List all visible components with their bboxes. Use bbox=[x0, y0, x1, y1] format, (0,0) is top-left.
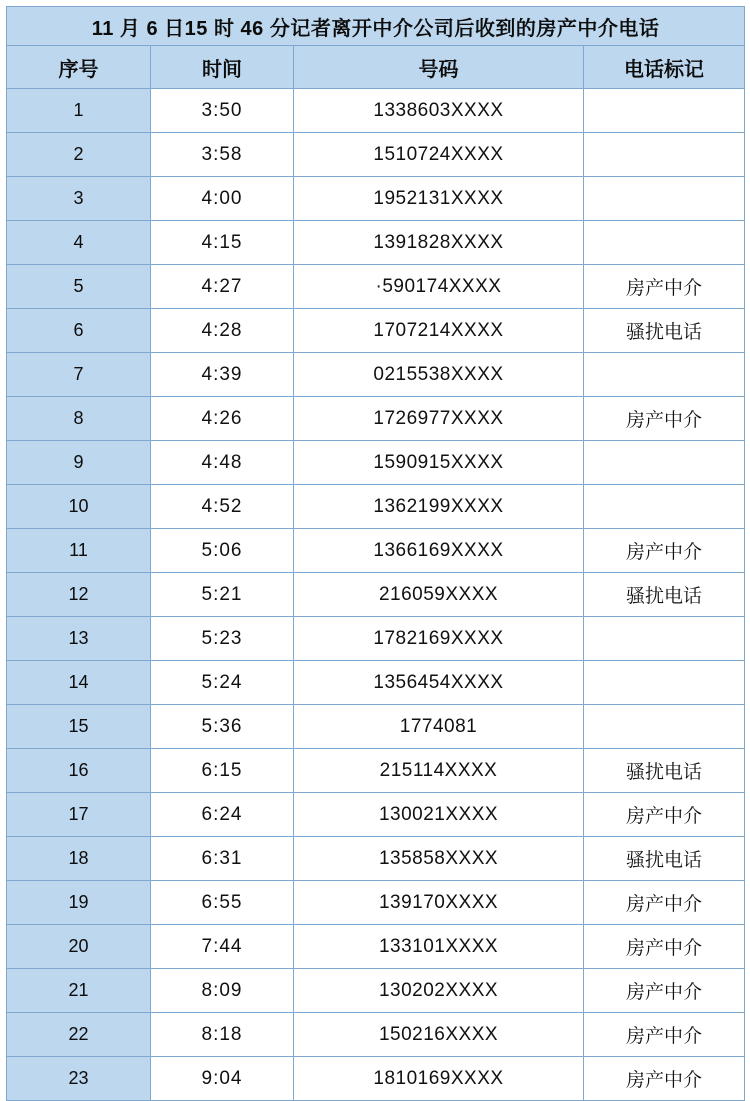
cell-time: 8:09 bbox=[151, 969, 294, 1013]
cell-number: 0215538XXXX bbox=[294, 353, 584, 397]
table-row bbox=[7, 837, 745, 881]
cell-index: 9 bbox=[7, 441, 151, 485]
cell-index: 23 bbox=[7, 1057, 151, 1101]
cell-number: 1362199XXXX bbox=[294, 485, 584, 529]
cell-tag: 房产中介 bbox=[584, 1057, 745, 1101]
cell-time: 5:21 bbox=[151, 573, 294, 617]
cell-number: 130021XXXX bbox=[294, 793, 584, 837]
cell-index: 17 bbox=[7, 793, 151, 837]
cell-index: 10 bbox=[7, 485, 151, 529]
table-row bbox=[7, 749, 745, 793]
table-row bbox=[7, 133, 745, 177]
cell-time: 5:36 bbox=[151, 705, 294, 749]
cell-time: 7:44 bbox=[151, 925, 294, 969]
cell-tag bbox=[584, 89, 745, 133]
cell-index: 12 bbox=[7, 573, 151, 617]
cell-index: 4 bbox=[7, 221, 151, 265]
cell-index: 6 bbox=[7, 309, 151, 353]
cell-tag bbox=[584, 485, 745, 529]
cell-tag: 骚扰电话 bbox=[584, 309, 745, 353]
cell-tag: 骚扰电话 bbox=[584, 837, 745, 881]
table-row bbox=[7, 441, 745, 485]
table-title-row bbox=[7, 7, 745, 46]
cell-time: 4:28 bbox=[151, 309, 294, 353]
cell-number: 1510724XXXX bbox=[294, 133, 584, 177]
table-row bbox=[7, 177, 745, 221]
phone-call-table bbox=[6, 6, 745, 1101]
column-header-index: 序号 bbox=[7, 46, 151, 89]
cell-index: 18 bbox=[7, 837, 151, 881]
cell-number: 1952131XXXX bbox=[294, 177, 584, 221]
cell-index: 20 bbox=[7, 925, 151, 969]
cell-tag bbox=[584, 705, 745, 749]
table-row bbox=[7, 661, 745, 705]
table-body bbox=[7, 89, 745, 1101]
cell-tag: 骚扰电话 bbox=[584, 749, 745, 793]
cell-number: 1782169XXXX bbox=[294, 617, 584, 661]
cell-time: 9:04 bbox=[151, 1057, 294, 1101]
cell-number: 133101XXXX bbox=[294, 925, 584, 969]
cell-tag: 房产中介 bbox=[584, 529, 745, 573]
cell-index: 3 bbox=[7, 177, 151, 221]
cell-tag bbox=[584, 353, 745, 397]
cell-tag: 房产中介 bbox=[584, 793, 745, 837]
cell-tag bbox=[584, 617, 745, 661]
table-row bbox=[7, 617, 745, 661]
cell-number: 139170XXXX bbox=[294, 881, 584, 925]
cell-number: 1810169XXXX bbox=[294, 1057, 584, 1101]
cell-tag bbox=[584, 661, 745, 705]
cell-number: 1707214XXXX bbox=[294, 309, 584, 353]
table-title: 11 月 6 日15 时 46 分记者离开中介公司后收到的房产中介电话 bbox=[7, 7, 745, 46]
cell-time: 4:52 bbox=[151, 485, 294, 529]
cell-tag: 房产中介 bbox=[584, 881, 745, 925]
cell-tag bbox=[584, 133, 745, 177]
column-header-tag: 电话标记 bbox=[584, 46, 745, 89]
cell-number: 150216XXXX bbox=[294, 1013, 584, 1057]
table-row bbox=[7, 881, 745, 925]
cell-number: 1338603XXXX bbox=[294, 89, 584, 133]
cell-index: 8 bbox=[7, 397, 151, 441]
cell-index: 22 bbox=[7, 1013, 151, 1057]
cell-time: 6:24 bbox=[151, 793, 294, 837]
table-row bbox=[7, 1013, 745, 1057]
table-row bbox=[7, 793, 745, 837]
cell-number: 1356454XXXX bbox=[294, 661, 584, 705]
table-row bbox=[7, 221, 745, 265]
cell-tag: 房产中介 bbox=[584, 925, 745, 969]
cell-time: 5:24 bbox=[151, 661, 294, 705]
cell-index: 16 bbox=[7, 749, 151, 793]
cell-index: 14 bbox=[7, 661, 151, 705]
cell-time: 6:55 bbox=[151, 881, 294, 925]
cell-tag: 骚扰电话 bbox=[584, 573, 745, 617]
cell-tag bbox=[584, 441, 745, 485]
table-header-row bbox=[7, 46, 745, 89]
table-row bbox=[7, 925, 745, 969]
cell-index: 5 bbox=[7, 265, 151, 309]
cell-index: 15 bbox=[7, 705, 151, 749]
table-row bbox=[7, 485, 745, 529]
cell-tag: 房产中介 bbox=[584, 969, 745, 1013]
cell-time: 3:58 bbox=[151, 133, 294, 177]
cell-time: 3:50 bbox=[151, 89, 294, 133]
cell-time: 4:39 bbox=[151, 353, 294, 397]
table-row bbox=[7, 89, 745, 133]
table-row bbox=[7, 309, 745, 353]
cell-index: 11 bbox=[7, 529, 151, 573]
cell-number: 1726977XXXX bbox=[294, 397, 584, 441]
table-row bbox=[7, 573, 745, 617]
cell-tag bbox=[584, 221, 745, 265]
table-row bbox=[7, 265, 745, 309]
column-header-number: 号码 bbox=[294, 46, 584, 89]
column-header-time: 时间 bbox=[151, 46, 294, 89]
cell-time: 6:15 bbox=[151, 749, 294, 793]
table-row bbox=[7, 353, 745, 397]
cell-number: 216059XXXX bbox=[294, 573, 584, 617]
cell-number: 135858XXXX bbox=[294, 837, 584, 881]
cell-index: 13 bbox=[7, 617, 151, 661]
cell-number: 215114XXXX bbox=[294, 749, 584, 793]
cell-tag bbox=[584, 177, 745, 221]
cell-time: 4:48 bbox=[151, 441, 294, 485]
table-row bbox=[7, 705, 745, 749]
cell-number: 1774081 bbox=[294, 705, 584, 749]
cell-time: 4:26 bbox=[151, 397, 294, 441]
cell-time: 4:27 bbox=[151, 265, 294, 309]
cell-time: 5:23 bbox=[151, 617, 294, 661]
cell-number: 1590915XXXX bbox=[294, 441, 584, 485]
table-row bbox=[7, 397, 745, 441]
cell-number: 130202XXXX bbox=[294, 969, 584, 1013]
cell-tag: 房产中介 bbox=[584, 1013, 745, 1057]
cell-number: ·590174XXXX bbox=[294, 265, 584, 309]
cell-tag: 房产中介 bbox=[584, 265, 745, 309]
cell-time: 4:15 bbox=[151, 221, 294, 265]
cell-number: 1366169XXXX bbox=[294, 529, 584, 573]
cell-time: 8:18 bbox=[151, 1013, 294, 1057]
table-row bbox=[7, 969, 745, 1013]
cell-index: 21 bbox=[7, 969, 151, 1013]
cell-index: 1 bbox=[7, 89, 151, 133]
cell-time: 4:00 bbox=[151, 177, 294, 221]
table-row bbox=[7, 529, 745, 573]
cell-index: 7 bbox=[7, 353, 151, 397]
cell-index: 19 bbox=[7, 881, 151, 925]
table-row bbox=[7, 1057, 745, 1101]
cell-time: 6:31 bbox=[151, 837, 294, 881]
cell-tag: 房产中介 bbox=[584, 397, 745, 441]
cell-index: 2 bbox=[7, 133, 151, 177]
cell-time: 5:06 bbox=[151, 529, 294, 573]
cell-number: 1391828XXXX bbox=[294, 221, 584, 265]
